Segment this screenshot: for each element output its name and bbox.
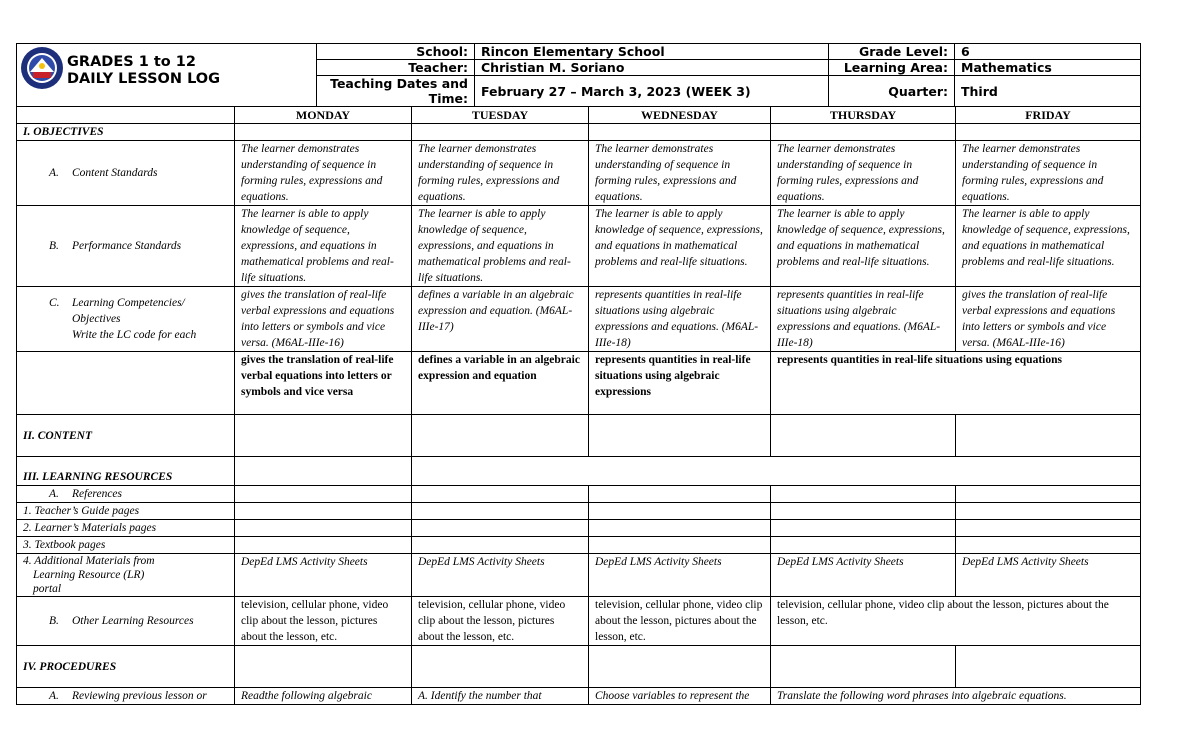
- content-standards-thu: The learner demonstrates understanding of sequence in forming rules, expressions and equations.: [771, 141, 956, 206]
- teacher-value: Christian M. Soriano: [475, 60, 829, 76]
- content-row: [17, 415, 1141, 457]
- textbook-label: 3. Textbook pages: [17, 537, 235, 554]
- procedure-a-mon: Readthe following algebraic: [235, 688, 412, 705]
- content-standards-wed: The learner demonstrates understanding of sequence in forming rules, expressions and equations.: [589, 141, 771, 206]
- procedure-a-tue: A. Identify the number that: [412, 688, 589, 705]
- procedure-a-thu-fri: Translate the following word phrases into algebraic equations.: [771, 688, 1141, 705]
- school-label: School:: [317, 44, 475, 60]
- competency-mon: gives the translation of real-life verbal expressions and equations into letters or symbols and vice versa. (M6AL-IIIe-16): [235, 287, 412, 352]
- content-heading: II. CONTENT: [17, 415, 235, 457]
- quarter-label: Quarter:: [829, 76, 955, 107]
- day-tuesday: TUESDAY: [412, 107, 589, 124]
- other-resources-row: [17, 597, 1141, 646]
- grade-value: 6: [955, 44, 1141, 60]
- title-line2: DAILY LESSON LOG: [67, 71, 221, 87]
- content-standards-fri: The learner demonstrates understanding of sequence in forming rules, expressions and equations.: [956, 141, 1141, 206]
- competency-tue: defines a variable in an algebraic expression and equation. (M6AL-IIIe-17): [412, 287, 589, 352]
- performance-standards-label: B. Performance Standards: [17, 206, 235, 287]
- references-label: A. References: [17, 486, 235, 503]
- objectives-heading: I. OBJECTIVES: [17, 124, 235, 141]
- content-standards-tue: The learner demonstrates understanding of sequence in forming rules, expressions and equations.: [412, 141, 589, 206]
- dates-label: Teaching Dates and Time:: [317, 76, 475, 107]
- day-thursday: THURSDAY: [771, 107, 956, 124]
- lesson-table: [16, 106, 1141, 705]
- other-thu-fri: television, cellular phone, video clip about the lesson, pictures about the lesson, etc.: [771, 597, 1141, 646]
- objective-mon: gives the translation of real-life verbal equations into letters or symbols and vice versa: [235, 352, 412, 415]
- performance-standards-thu: The learner is able to apply knowledge of sequence, expressions, and equations in mathematical problems and real-life situations.: [771, 206, 956, 287]
- performance-standards-mon: The learner is able to apply knowledge of sequence, expressions, and equations in mathematical problems and real-life situations.: [235, 206, 412, 287]
- performance-standards-tue: The learner is able to apply knowledge of sequence, expressions, and equations in mathematical problems and real-life situations.: [412, 206, 589, 287]
- additional-materials-row: [17, 554, 1141, 597]
- procedures-heading: IV. PROCEDURES: [17, 646, 235, 688]
- performance-standards-fri: The learner is able to apply knowledge of sequence, expressions, and equations in mathematical problems and real-life situations.: [956, 206, 1141, 287]
- school-value: Rincon Elementary School: [475, 44, 829, 60]
- content-standards-mon: The learner demonstrates understanding of sequence in forming rules, expressions and equations.: [235, 141, 412, 206]
- objective-wed: represents quantities in real-life situations using algebraic expressions: [589, 352, 771, 415]
- procedure-a-wed: Choose variables to represent the: [589, 688, 771, 705]
- resources-heading: III. LEARNING RESOURCES: [17, 457, 235, 486]
- day-wednesday: WEDNESDAY: [589, 107, 771, 124]
- lr-mon: DepEd LMS Activity Sheets: [235, 554, 412, 597]
- title-line1: GRADES 1 to 12: [67, 54, 196, 70]
- days-row: [17, 107, 1141, 124]
- additional-materials-label: 4. Additional Materials from Learning Resource (LR) portal: [17, 554, 235, 597]
- dates-value: February 27 – March 3, 2023 (WEEK 3): [475, 76, 829, 107]
- deped-seal-icon: [20, 46, 64, 90]
- procedure-a-label: A. Reviewing previous lesson or: [17, 688, 235, 705]
- lesson-log-page: [16, 43, 1140, 705]
- area-value: Mathematics: [955, 60, 1141, 76]
- competency-thu: represents quantities in real-life situations using algebraic expressions and equations. (M6AL-IIIe-18): [771, 287, 956, 352]
- resources-heading-row: [17, 457, 1141, 486]
- lr-thu: DepEd LMS Activity Sheets: [771, 554, 956, 597]
- learners-materials-label: 2. Learner’s Materials pages: [17, 520, 235, 537]
- content-standards-row: [17, 141, 1141, 206]
- other-resources-label: B. Other Learning Resources: [17, 597, 235, 646]
- content-standards-label: A. Content Standards: [17, 141, 235, 206]
- other-mon: television, cellular phone, video clip about the lesson, pictures about the lesson, etc.: [235, 597, 412, 646]
- objectives-detail-row: [17, 352, 1141, 415]
- procedures-row: [17, 646, 1141, 688]
- day-monday: MONDAY: [235, 107, 412, 124]
- lr-fri: DepEd LMS Activity Sheets: [956, 554, 1141, 597]
- other-wed: television, cellular phone, video clip about the lesson, pictures about the lesson, etc.: [589, 597, 771, 646]
- competency-fri: gives the translation of real-life verbal expressions and equations into letters or symbols and vice versa. (M6AL-IIIe-16): [956, 287, 1141, 352]
- teachers-guide-label: 1. Teacher’s Guide pages: [17, 503, 235, 520]
- lr-wed: DepEd LMS Activity Sheets: [589, 554, 771, 597]
- competencies-label: C. Learning Competencies/ Objectives Write the LC code for each: [17, 287, 235, 352]
- grade-label: Grade Level:: [829, 44, 955, 60]
- performance-standards-row: [17, 206, 1141, 287]
- quarter-value: Third: [955, 76, 1141, 107]
- header-table: [16, 43, 1141, 107]
- day-friday: FRIDAY: [956, 107, 1141, 124]
- title-block: [17, 44, 317, 107]
- area-label: Learning Area:: [829, 60, 955, 76]
- other-tue: television, cellular phone, video clip about the lesson, pictures about the lesson, etc.: [412, 597, 589, 646]
- objective-tue: defines a variable in an algebraic expression and equation: [412, 352, 589, 415]
- performance-standards-wed: The learner is able to apply knowledge of sequence, expressions, and equations in mathematical problems and real-life situations.: [589, 206, 771, 287]
- teacher-label: Teacher:: [317, 60, 475, 76]
- competency-wed: represents quantities in real-life situations using algebraic expressions and equations. (M6AL-IIIe-18): [589, 287, 771, 352]
- procedure-a-row: [17, 688, 1141, 705]
- competencies-row: [17, 287, 1141, 352]
- objective-thu-fri: represents quantities in real-life situations using equations: [771, 352, 1141, 415]
- lr-tue: DepEd LMS Activity Sheets: [412, 554, 589, 597]
